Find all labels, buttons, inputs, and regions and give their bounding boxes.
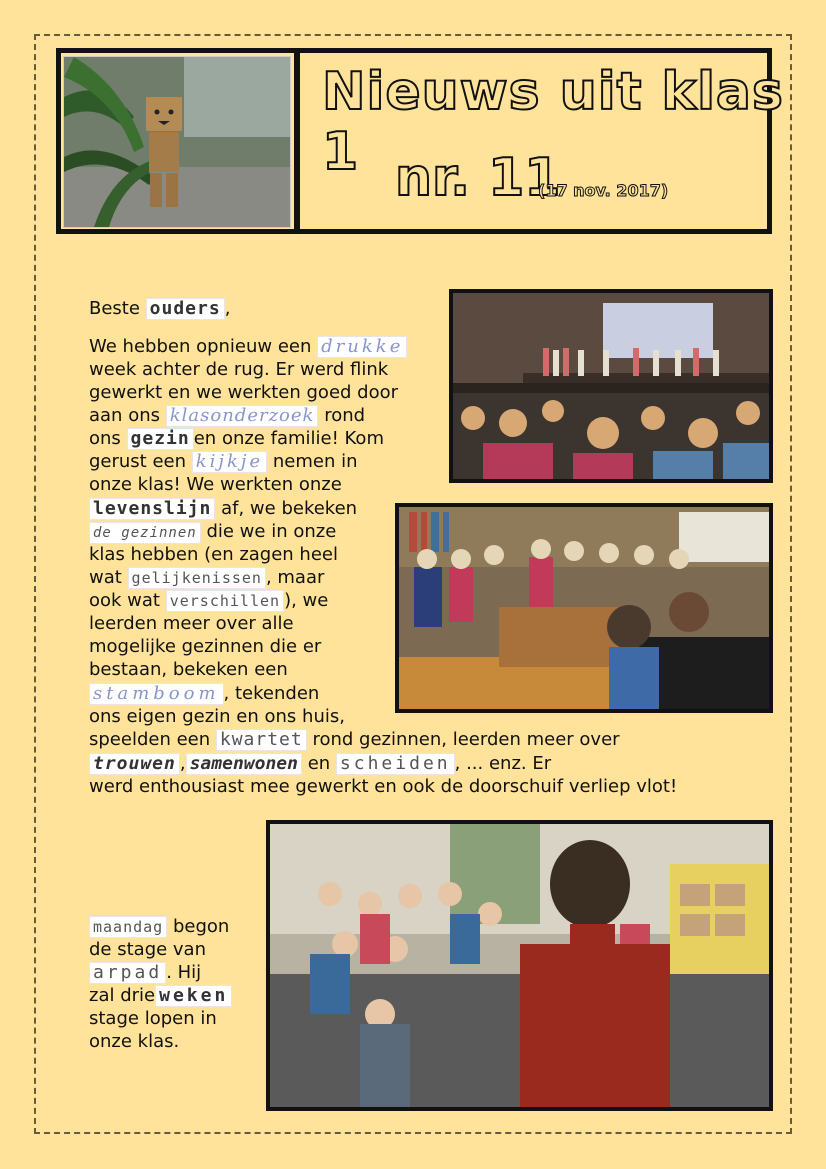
newsletter-title: Nieuws uit klas 1	[322, 62, 784, 182]
stage-line: zal drie weken	[89, 984, 232, 1007]
letter-line: wat gelijkenissen , maar	[89, 567, 325, 588]
letter-line: trouwen , samenwonen en scheiden , ... enz. Er	[89, 752, 551, 775]
photo-stage-performance	[449, 289, 773, 483]
word-stamboom: stamboom	[89, 683, 224, 705]
letter-line: onze klas! We werkten onze	[89, 474, 342, 495]
letter-line: Beste ouders ,	[89, 298, 231, 319]
letter-line: werd enthousiast mee gewerkt en ook de doorschuif verliep vlot!	[89, 776, 678, 797]
letter-line: stamboom , tekenden	[89, 682, 319, 705]
letter-line: week achter de rug. Er werd flink	[89, 359, 389, 380]
word-drukke: drukke	[317, 336, 407, 358]
word-maandag: maandag	[89, 916, 167, 938]
header-photo-robot	[63, 56, 291, 228]
word-arpad: arpad	[89, 962, 166, 984]
letter-line: de gezinnen die we in onze	[89, 520, 336, 544]
photo-classroom-circle	[395, 503, 773, 713]
letter-line: gerust een kijkje nemen in	[89, 451, 358, 472]
letter-line: aan ons klasonderzoek rond	[89, 405, 366, 426]
stage-line: stage lopen in	[89, 1008, 217, 1029]
letter-line: leerden meer over alle	[89, 613, 294, 634]
letter-line: mogelijke gezinnen die er	[89, 636, 322, 657]
word-trouwen: trouwen	[89, 753, 180, 775]
letter-line: levenslijn af, we bekeken	[89, 497, 357, 520]
photo-intern-teacher	[266, 820, 773, 1111]
word-levenslijn: levenslijn	[89, 498, 215, 520]
word-verschillen: verschillen	[166, 590, 284, 612]
letter-line: klas hebben (en zagen heel	[89, 544, 338, 565]
letter-line: ons eigen gezin en ons huis,	[89, 706, 345, 727]
stage-line: arpad . Hij	[89, 961, 201, 984]
stage-line: maandag begon	[89, 915, 229, 938]
stage-line: de stage van	[89, 939, 206, 960]
word-klasonderzoek: klasonderzoek	[166, 405, 319, 427]
word-scheiden: scheiden	[336, 753, 455, 775]
issue-date: (17 nov. 2017)	[538, 181, 669, 200]
letter-line: gewerkt en we werkten goed door	[89, 382, 399, 403]
word-ouders: ouders	[146, 298, 225, 320]
word-samenwonen: samenwonen	[186, 753, 302, 775]
word-gelijkenissen: gelijkenissen	[128, 567, 266, 589]
issue-number: nr. 11	[395, 148, 561, 208]
letter-line: ons gezin en onze familie! Kom	[89, 428, 384, 449]
letter-line: We hebben opnieuw een drukke	[89, 335, 407, 358]
word-kwartet: kwartet	[216, 729, 307, 751]
header-divider	[294, 53, 300, 229]
letter-line: bestaan, bekeken een	[89, 659, 288, 680]
word-weken: weken	[155, 985, 232, 1007]
word-gezin: gezin	[127, 428, 194, 450]
word-kijkje: kijkje	[192, 451, 267, 473]
letter-line: ook wat verschillen ), we	[89, 590, 329, 611]
word-de-gezinnen: de gezinnen	[89, 522, 201, 544]
letter-line: speelden een kwartet rond gezinnen, leerden meer over	[89, 729, 620, 750]
stage-line: onze klas.	[89, 1031, 180, 1052]
